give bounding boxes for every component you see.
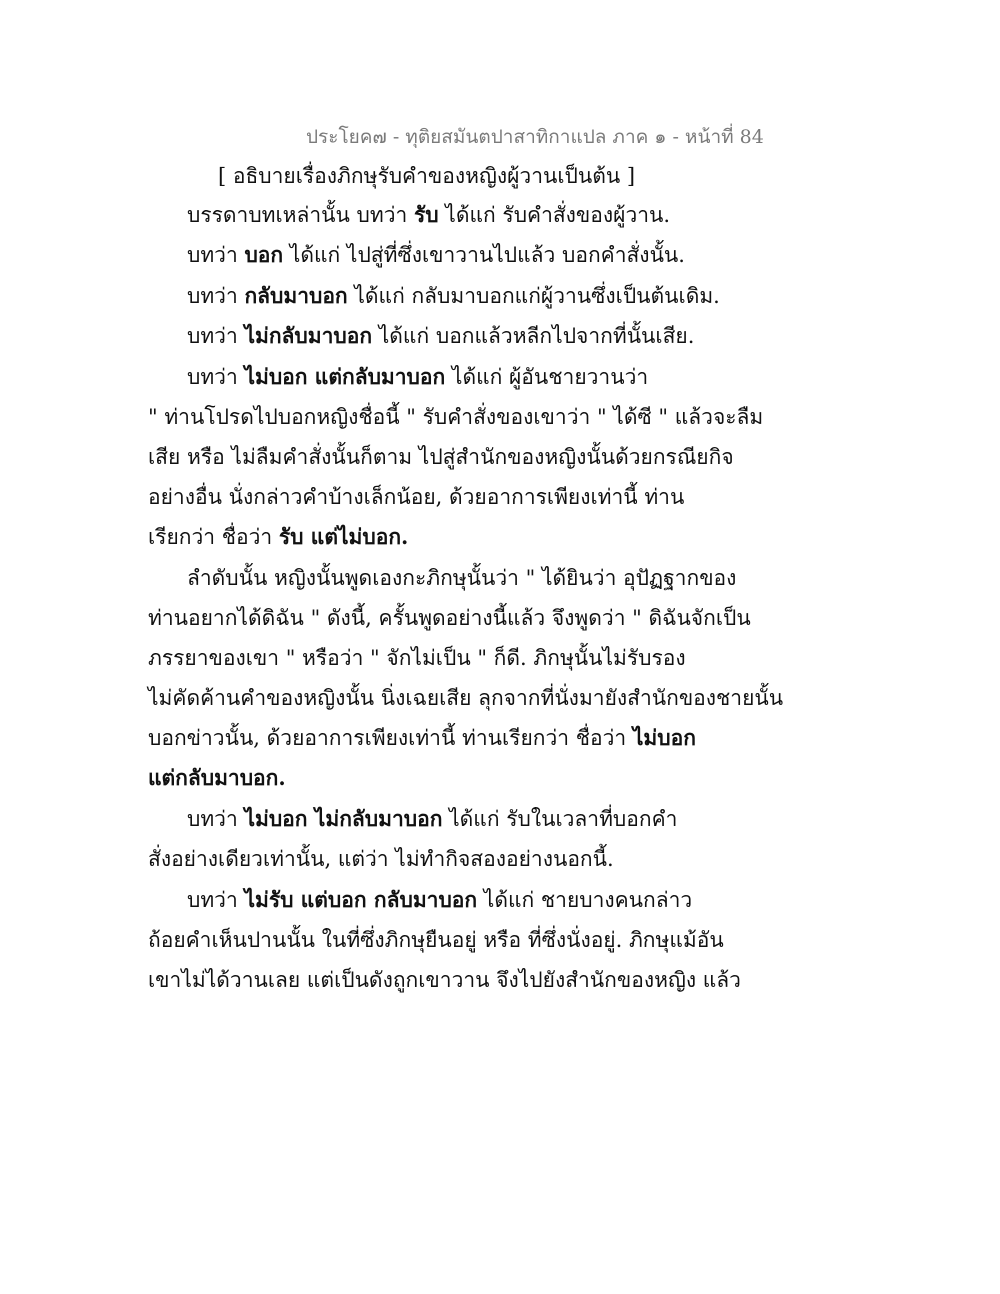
bold-term: บอก [244, 242, 284, 267]
text: ท่านอยากได้ดิฉัน " ดังนี้, ครั้นพูดอย่างนี้แล้ว จึงพูดว่า " ดิฉันจักเป็น [148, 606, 751, 630]
text: บทว่า [187, 284, 245, 308]
text: ได้แก่ ผู้อันชายวานว่า [445, 365, 649, 389]
text: บทว่า [187, 324, 245, 348]
text-line-18 [187, 885, 692, 915]
bold-term: แต่กลับมาบอก. [148, 765, 286, 790]
text: ลำดับนั้น หญิงนั้นพูดเองกะภิกษุนั้นว่า " ได้ยินว่า อุปัฏฐากของ [187, 566, 737, 590]
bold-term: ไม่บอก ไม่กลับมาบอก [244, 806, 443, 831]
text-line-15 [148, 763, 286, 793]
text: สั่งอย่างเดียวเท่านั้น, แต่ว่า ไม่ทำกิจสองอย่างนอกนี้. [148, 847, 614, 871]
text: เขาไม่ได้วานเลย แต่เป็นดังถูกเขาวาน จึงไปยังสำนักของหญิง แล้ว [148, 968, 741, 992]
section-heading: [ อธิบายเรื่องภิกษุรับคำของหญิงผู้วานเป็นต้น ] [218, 164, 636, 188]
text: บทว่า [187, 243, 245, 267]
text: ได้แก่ กลับมาบอกแก่ผู้วานซึ่งเป็นต้นเดิม. [347, 284, 720, 308]
bold-term: ไม่บอก [632, 725, 696, 750]
text-line-5 [187, 362, 648, 392]
text: " ท่านโปรดไปบอกหญิงชื่อนี้ " รับคำสั่งของเขาว่า " ได้ซี " แล้วจะลืม [148, 405, 764, 429]
text-line-2 [187, 240, 685, 270]
text: บรรดาบทเหล่านั้น บทว่า [187, 203, 414, 227]
bold-term: รับ [414, 202, 439, 227]
bold-term: กลับมาบอก [244, 283, 348, 308]
text: เรียกว่า ชื่อว่า [148, 525, 279, 549]
text-line-16 [187, 804, 677, 834]
text: ได้แก่ ชายบางคนกล่าว [477, 888, 693, 912]
text: บทว่า [187, 365, 245, 389]
text-line-11 [148, 603, 751, 633]
text-line-8 [148, 482, 684, 512]
text-line-1 [187, 200, 670, 230]
page-header: ประโยค๗ - ทุติยสมันตปาสาทิกาแปล ภาค ๑ - หน้าที่ 84 [306, 126, 764, 148]
text-line-9 [148, 522, 408, 552]
text: อย่างอื่น นั่งกล่าวคำบ้างเล็กน้อย, ด้วยอาการเพียงเท่านี้ ท่าน [148, 485, 685, 509]
text: ไม่คัดค้านคำของหญิงนั้น นิ่งเฉยเสีย ลุกจากที่นั่งมายังสำนักของชายนั้น [148, 686, 784, 710]
text-line-3 [187, 281, 720, 311]
text-line-19 [148, 925, 724, 955]
text: ได้แก่ รับคำสั่งของผู้วาน. [438, 203, 671, 227]
text: ได้แก่ ไปสู่ที่ซึ่งเขาวานไปแล้ว บอกคำสั่งนั้น. [283, 243, 685, 267]
bold-term: ไม่รับ แต่บอก กลับมาบอก [244, 887, 478, 912]
text-line-10 [187, 563, 736, 593]
text: ได้แก่ บอกแล้วหลีกไปจากที่นั้นเสีย. [372, 324, 695, 348]
text: บอกข่าวนั้น, ด้วยอาการเพียงเท่านี้ ท่านเรียกว่า ชื่อว่า [148, 726, 633, 750]
text-line-20 [148, 965, 741, 995]
bold-term: ไม่กลับมาบอก [244, 323, 373, 348]
text-line-6 [148, 402, 763, 432]
bold-term: รับ แต่ไม่บอก. [278, 524, 409, 549]
text-line-13 [148, 683, 783, 713]
text: ภรรยาของเขา " หรือว่า " จักไม่เป็น " ก็ดี. ภิกษุนั้นไม่รับรอง [148, 646, 686, 670]
text-line-17 [148, 844, 614, 874]
text-line-4 [187, 321, 694, 351]
bold-term: ไม่บอก แต่กลับมาบอก [244, 364, 446, 389]
text-line-12 [148, 643, 686, 673]
text-line-7 [148, 442, 734, 472]
text: ได้แก่ รับในเวลาที่บอกคำ [442, 807, 678, 831]
text-line-14 [148, 723, 696, 753]
text: ถ้อยคำเห็นปานนั้น ในที่ซึ่งภิกษุยืนอยู่ หรือ ที่ซึ่งนั่งอยู่. ภิกษุแม้อัน [148, 928, 724, 952]
text: เสีย หรือ ไม่ลืมคำสั่งนั้นก็ตาม ไปสู่สำนักของหญิงนั้นด้วยกรณียกิจ [148, 445, 734, 469]
text: บทว่า [187, 807, 245, 831]
text: บทว่า [187, 888, 245, 912]
